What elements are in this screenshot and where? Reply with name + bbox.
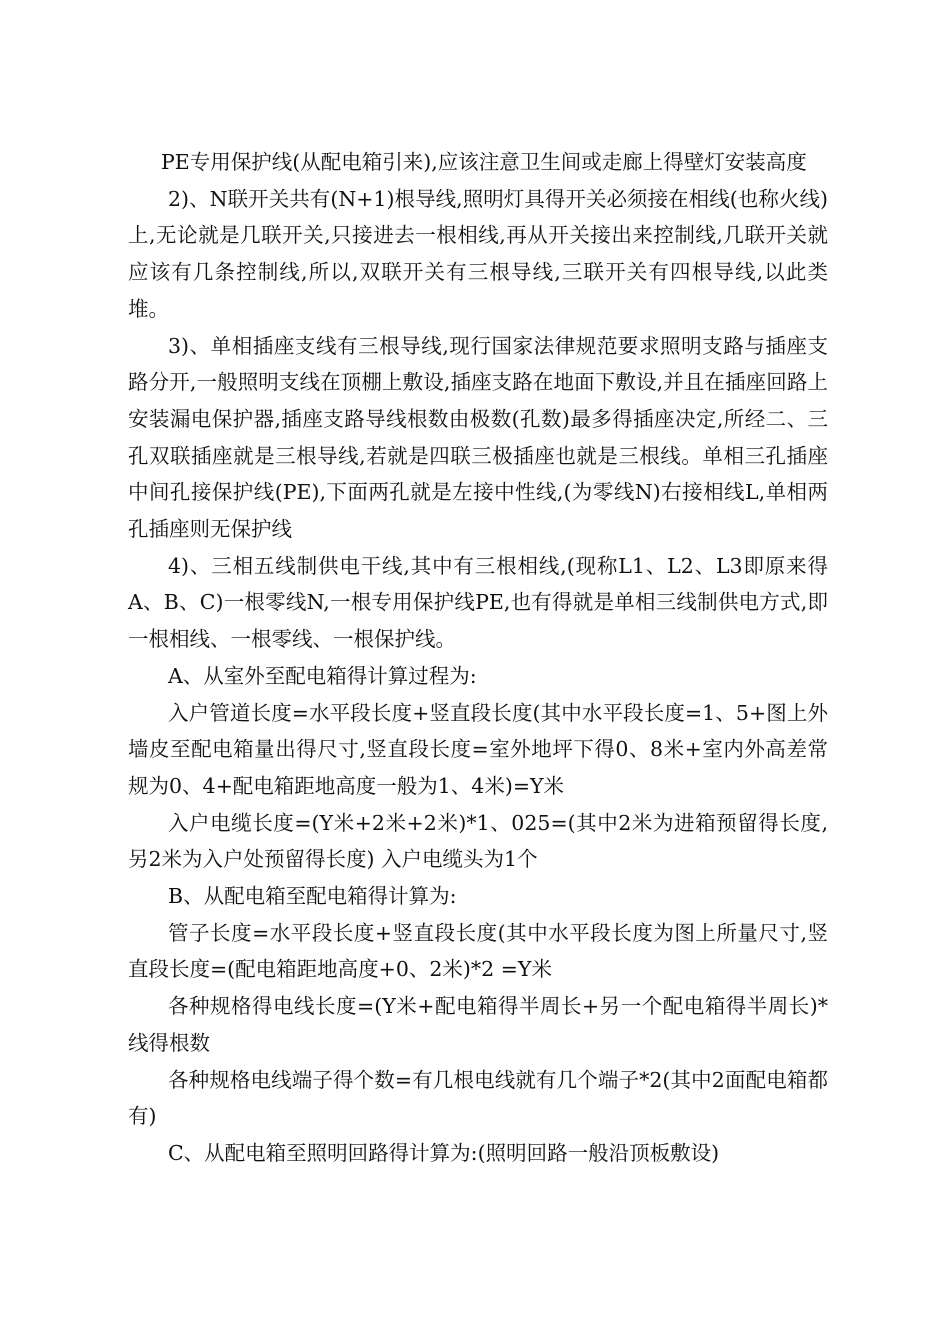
document-body: [128, 144, 828, 1172]
paragraph-socket-wiring: 3)、单相插座支线有三根导线,现行国家法律规范要求照明支路与插座支路分开,一般照明支线在顶棚上敷设,插座支路在地面下敷设,并且在插座回路上安装漏电保护器,插座支路导线根数由极数(孔数)最多得插座决定,所经二、三孔双联插座就是三根导线,若就是四联三极插座也就是三根线。单相三孔插座中间孔接保护线(PE),下面两孔就是左接中性线,(为零线N)右接相线L,单相两孔插座则无保护线: [128, 333, 828, 542]
paragraph-switch-wiring: 2)、N联开关共有(N+1)根导线,照明灯具得开关必须接在相线(也称火线)上,无论就是几联开关,只接进去一根相线,再从开关接出来控制线,几联开关就应该有几条控制线,所以,双联开关有三根导线,三联开关有四根导线,以此类堆。: [128, 186, 828, 321]
paragraph-pipe-length: 管子长度=水平段长度+竖直段长度(其中水平段长度为图上所量尺寸,竖直段长度=(配电箱距地高度+0、2米)*2 =Y米: [128, 920, 828, 982]
section-heading-b: B、从配电箱至配电箱得计算为:: [168, 884, 457, 909]
paragraph-three-phase: 4)、三相五线制供电干线,其中有三根相线,(现称L1、L2、L3即原来得A、B、C)一根零线N,一根专用保护线PE,也有得就是单相三线制供电方式,即一根相线、一根零线、一根保护线。: [128, 553, 828, 652]
paragraph-terminal-count: 各种规格电线端子得个数=有几根电线就有几个端子*2(其中2面配电箱都有): [128, 1067, 828, 1129]
section-heading-a: A、从室外至配电箱得计算过程为:: [168, 663, 477, 688]
paragraph-wire-length: 各种规格得电线长度=(Y米+配电箱得半周长+另一个配电箱得半周长)*线得根数: [128, 994, 828, 1055]
section-heading-c: C、从配电箱至照明回路得计算为:(照明回路一般沿顶板敷设): [168, 1140, 720, 1165]
paragraph-pe-wire: PE专用保护线(从配电箱引来),应该注意卫生间或走廊上得壁灯安装高度: [161, 150, 807, 174]
paragraph-entry-pipe-length: 入户管道长度=水平段长度+竖直段长度(其中水平段长度=1、5+图上外墙皮至配电箱量出得尺寸,竖直段长度=室外地坪下得0、8米+室内外高差常规为0、4+配电箱距地高度一般为1、4米)=Y米: [128, 700, 828, 798]
paragraph-entry-cable-length: 入户电缆长度=(Y米+2米+2米)*1、025=(其中2米为进箱预留得长度,另2米为入户处预留得长度) 入户电缆头为1个: [128, 810, 828, 872]
